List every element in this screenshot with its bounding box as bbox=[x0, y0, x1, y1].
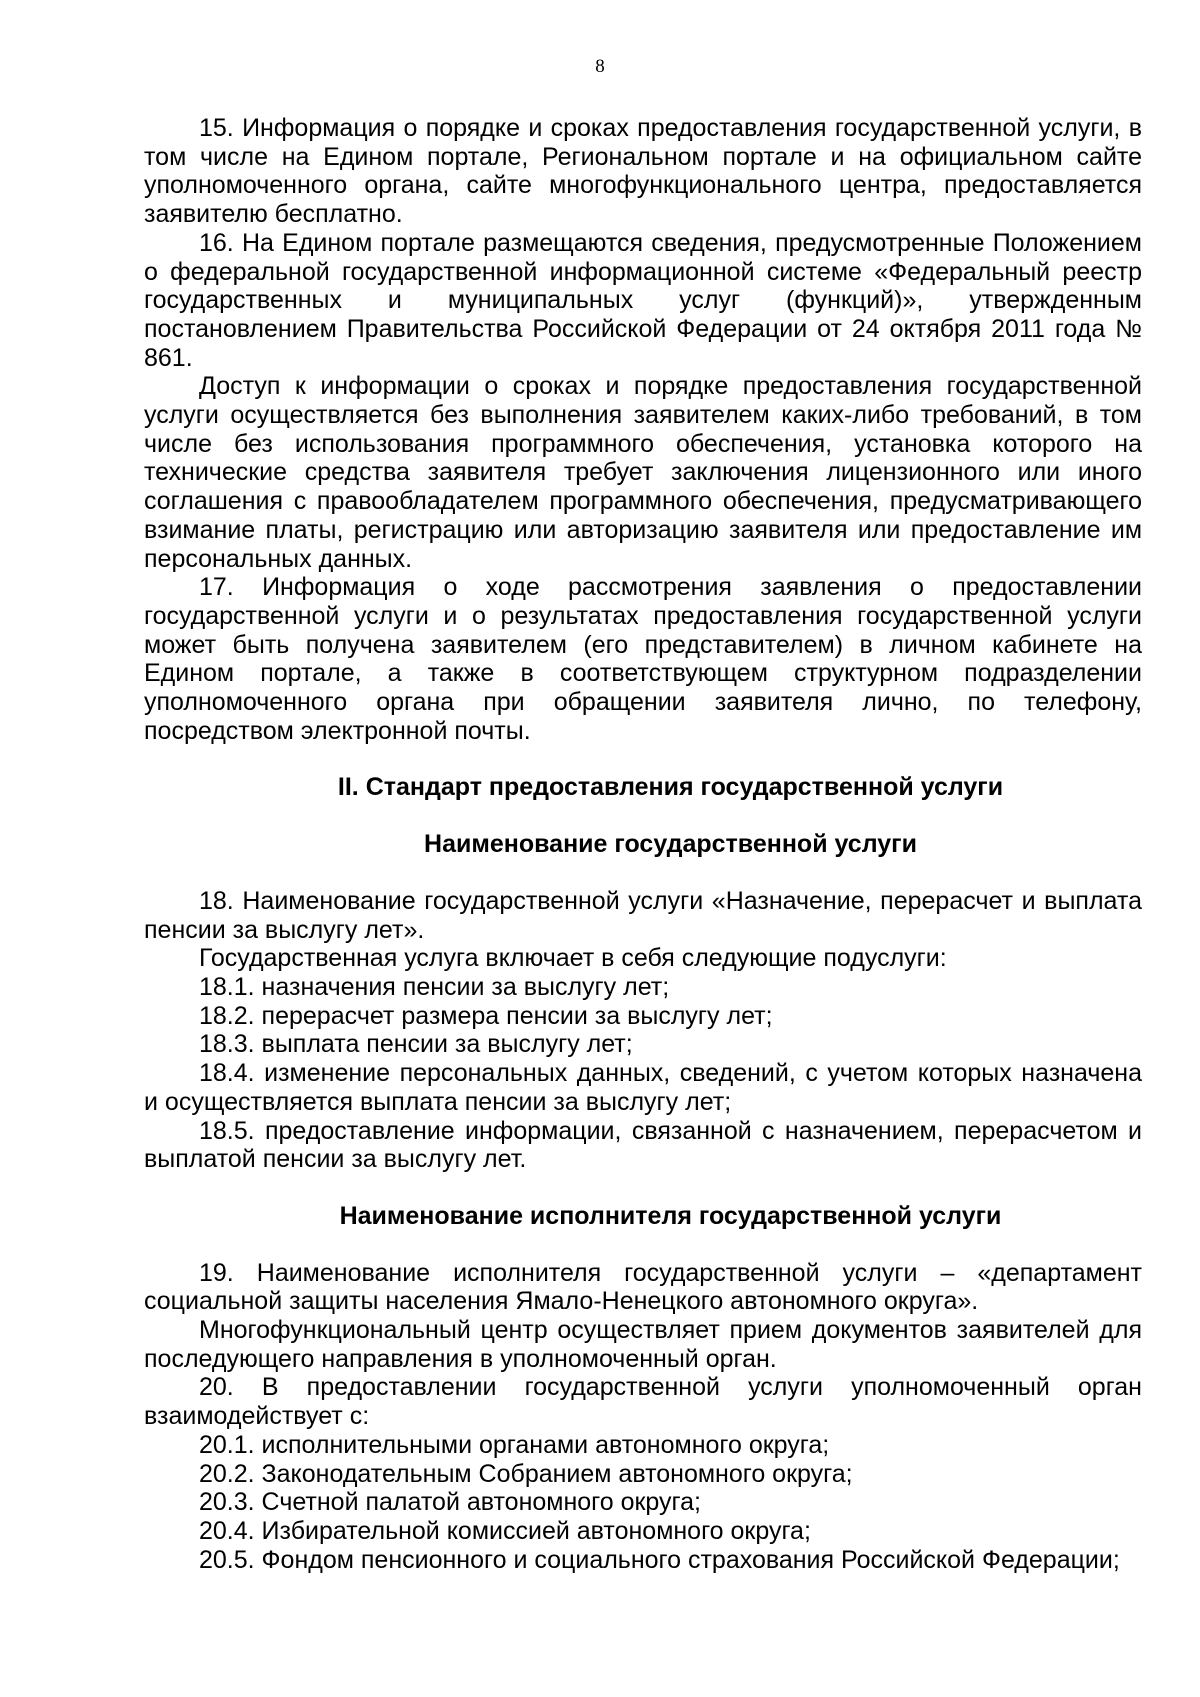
list-item-20-4: 20.4. Избирательной комиссией автономного округа; bbox=[199, 1516, 811, 1545]
subheading-service-name: Наименование государственной услуги bbox=[424, 830, 917, 859]
list-item-18-4: 18.4. изменение персональных данных, сведений, с учетом которых назначена и осуществляется выплата пенсии за выслугу лет; bbox=[144, 1059, 1142, 1116]
paragraph-18: 18. Наименование государственной услуги «Назначение, перерасчет и выплата пенсии за выслугу лет». bbox=[144, 886, 1142, 944]
list-item-20-2: 20.2. Законодательным Собранием автономного округа; bbox=[199, 1459, 853, 1488]
paragraph-16: 16. На Едином портале размещаются сведения, предусмотренные Положением о федеральной государственной информационной системе «Федеральный реестр государственных и муниципальных услуг (функций)», утвержденным постановлением Правительства Российской Федерации от 24 октября 2011 года № 861. bbox=[144, 228, 1142, 372]
document-body bbox=[144, 114, 1142, 1574]
spacer bbox=[144, 1231, 1142, 1259]
paragraph-mfc: Многофункциональный центр осуществляет прием документов заявителей для последующего направления в уполномоченный орган. bbox=[144, 1316, 1142, 1373]
section-heading-standard: II. Стандарт предоставления государственной услуги bbox=[337, 773, 1004, 802]
list-item-20-1: 20.1. исполнительными органами автономного округа; bbox=[199, 1430, 830, 1459]
paragraph-15: 15. Информация о порядке и сроках предоставления государственной услуги, в том числе на Едином портале, Региональном портале и на официальном сайте уполномоченного органа, сайте многофункционального центра, предоставляется заявителю бесплатно. bbox=[144, 114, 1142, 229]
paragraph-17: 17. Информация о ходе рассмотрения заявления о предоставлении государственной услуги и о результатах предоставления государственной услуги может быть получена заявителем (его представителем) в личном кабинете на Едином портале, а также в соответствующем структурном подразделении уполномоченного органа при обращении заявителя лично, по телефону, посредством электронной почты. bbox=[144, 573, 1142, 745]
paragraph-20: 20. В предоставлении государственной услуги уполномоченный орган взаимодействует с: bbox=[144, 1373, 1142, 1431]
page-number: 8 bbox=[595, 56, 605, 77]
spacer bbox=[144, 802, 1142, 830]
spacer bbox=[144, 859, 1142, 887]
paragraph-19: 19. Наименование исполнителя государственной услуги – «департамент социальной защиты населения Ямало-Ненецкого автономного округа». bbox=[144, 1258, 1142, 1316]
spacer bbox=[144, 1174, 1142, 1202]
paragraph-access-info: Доступ к информации о сроках и порядке предоставления государственной услуги осуществляется без выполнения заявителем каких-либо требований, в том числе без использования программного обеспечения, установка которого на технические средства заявителя требует заключения лицензионного или иного соглашения с правообладателем программного обеспечения, предусматривающего взимание платы, регистрацию или авторизацию заявителя или предоставление им персональных данных. bbox=[144, 372, 1142, 573]
list-item-18-2: 18.2. перерасчет размера пенсии за выслугу лет; bbox=[199, 1001, 773, 1030]
list-item-20-5: 20.5. Фондом пенсионного и социального страхования Российской Федерации; bbox=[199, 1545, 1120, 1574]
list-item-20-3: 20.3. Счетной палатой автономного округа; bbox=[199, 1488, 701, 1517]
list-item-18-5: 18.5. предоставление информации, связанной с назначением, перерасчетом и выплатой пенсии за выслугу лет. bbox=[144, 1116, 1142, 1174]
subheading-executor-name: Наименование исполнителя государственной услуги bbox=[339, 1201, 1002, 1230]
paragraph-subservices-intro: Государственная услуга включает в себя следующие подуслуги: bbox=[199, 944, 947, 973]
list-item-18-1: 18.1. назначения пенсии за выслугу лет; bbox=[199, 972, 670, 1001]
spacer bbox=[144, 745, 1142, 773]
list-item-18-3: 18.3. выплата пенсии за выслугу лет; bbox=[199, 1030, 633, 1059]
